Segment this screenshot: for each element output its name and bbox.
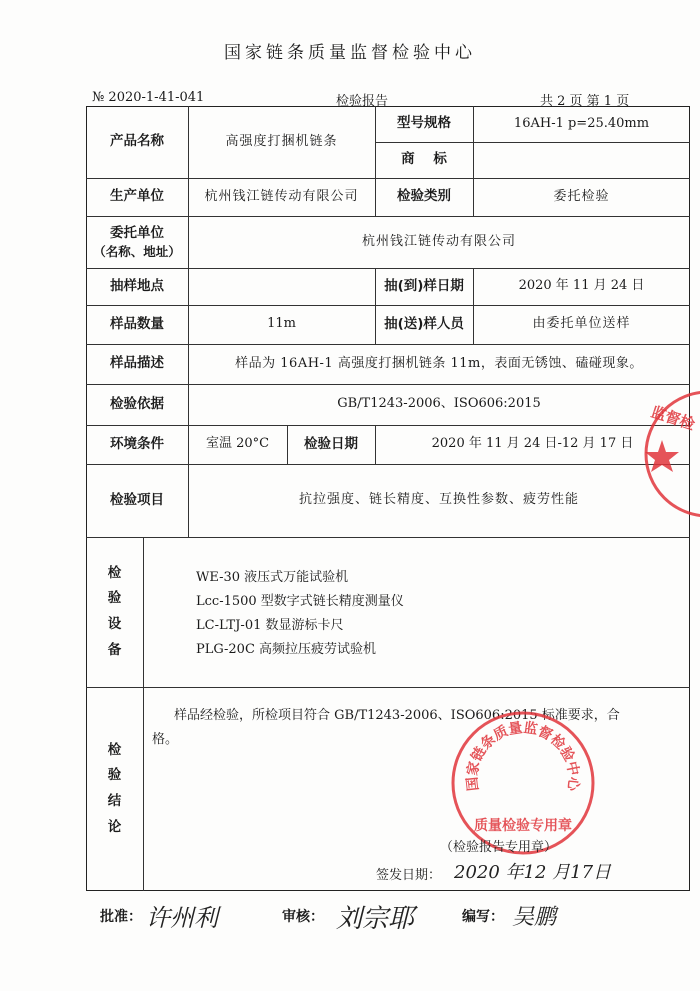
equipment-item: Lcc-1500 型数字式链长精度测量仪 <box>196 594 404 609</box>
environment-value: 室温 20°C <box>205 436 270 452</box>
description-label: 样品描述 <box>110 355 164 372</box>
review-signature: 刘宗耶 <box>336 904 415 934</box>
equipment-item: WE-30 液压式万能试验机 <box>196 570 349 585</box>
conclusion-label <box>86 687 143 891</box>
column-divider <box>143 537 144 891</box>
sample-qty-value: 11m <box>267 316 296 332</box>
conclusion-label-char: 结 <box>107 793 122 809</box>
sampling-date-label: 抽(到)样日期 <box>384 277 464 294</box>
test-date-value: 2020 年 11 月 24 日-12 月 17 日 <box>431 436 634 452</box>
seal-arc-text <box>464 719 583 793</box>
trademark-label: 商 标 <box>401 151 447 168</box>
write-label: 编写： <box>462 909 504 925</box>
items-value: 抗拉强度、链长精度、互换性参数、疲劳性能 <box>298 492 579 508</box>
product-name-label: 产品名称 <box>110 133 164 150</box>
conclusion-label-char: 验 <box>107 767 122 784</box>
trademark-value <box>473 142 690 178</box>
equipment-item: LC-LTJ-01 数显游标卡尺 <box>196 618 344 633</box>
row-divider <box>86 687 690 688</box>
page-info: 共 2 页 第 1 页 <box>540 94 630 109</box>
report-number: № 2020-1-41-041 <box>92 90 205 105</box>
sampling-place-value <box>188 268 375 305</box>
sampling-date-value: 2020 年 11 月 24 日 <box>518 278 645 294</box>
document-title: 检验报告 <box>336 94 389 109</box>
equipment-label-char: 检 <box>107 564 122 581</box>
category-label: 检验类别 <box>397 188 451 205</box>
organization-title: 国家链条质量监督检验中心 <box>224 43 476 63</box>
stamp-note: （检验报告专用章） <box>440 840 558 855</box>
conclusion-label-char: 论 <box>107 818 122 835</box>
environment-label: 环境条件 <box>110 435 164 452</box>
equipment-label-char: 验 <box>107 590 122 607</box>
equipment-label <box>86 537 143 687</box>
sampling-place-label: 抽样地点 <box>110 277 164 294</box>
model-value: 16AH-1 p=25.40mm <box>513 115 650 131</box>
sample-qty-label: 样品数量 <box>110 315 164 332</box>
issue-date-label: 签发日期： <box>376 868 442 883</box>
seal-arc-textpath: 国家链条质量监督检验中心 <box>464 720 582 792</box>
description-value: 样品为 16AH-1 高强度打捆机链条 11m，表面无锈蚀、磕碰现象。 <box>235 355 643 371</box>
equipment-label-char: 设 <box>107 616 122 632</box>
model-label: 型号规格 <box>397 115 451 132</box>
product-name-value: 高强度打捆机链条 <box>225 133 338 149</box>
conclusion-text: 样品经检验，所检项目符合 GB/T1243-2006、ISO606:2015 标准要求，合格。 <box>152 708 620 747</box>
sampler-label: 抽(送)样人员 <box>384 315 464 332</box>
issue-date-handwritten: 2020 年12 月17日 <box>454 862 612 883</box>
test-date-label: 检验日期 <box>304 435 358 452</box>
basis-value: GB/T1243-2006、ISO606:2015 <box>337 396 541 412</box>
side-seal-text: 监督检 <box>648 402 698 434</box>
producer-value: 杭州钱江链传动有限公司 <box>204 188 359 204</box>
basis-label: 检验依据 <box>110 395 164 412</box>
client-value: 杭州钱江链传动有限公司 <box>361 233 516 249</box>
approve-label: 批准： <box>100 909 142 925</box>
items-label: 检验项目 <box>110 491 164 508</box>
client-label <box>86 216 188 268</box>
row-divider <box>86 537 690 538</box>
client-label-line2: （名称、地址） <box>93 243 181 259</box>
client-label-line1: 委托单位 <box>110 224 164 241</box>
review-label: 审核： <box>282 909 324 925</box>
equipment-list <box>196 566 404 662</box>
conclusion-label-char: 检 <box>107 741 122 758</box>
producer-label: 生产单位 <box>110 188 164 205</box>
seal-sub-text: 质量检验专用章 <box>474 818 572 834</box>
sampler-value: 由委托单位送样 <box>532 316 631 332</box>
side-seal <box>630 374 700 534</box>
write-signature: 吴鹏 <box>512 905 557 930</box>
approve-signature: 许州利 <box>146 904 218 932</box>
equipment-label-char: 备 <box>107 641 122 658</box>
star-icon <box>645 440 679 472</box>
category-value: 委托检验 <box>553 188 610 204</box>
equipment-item: PLG-20C 高频拉压疲劳试验机 <box>196 642 377 657</box>
